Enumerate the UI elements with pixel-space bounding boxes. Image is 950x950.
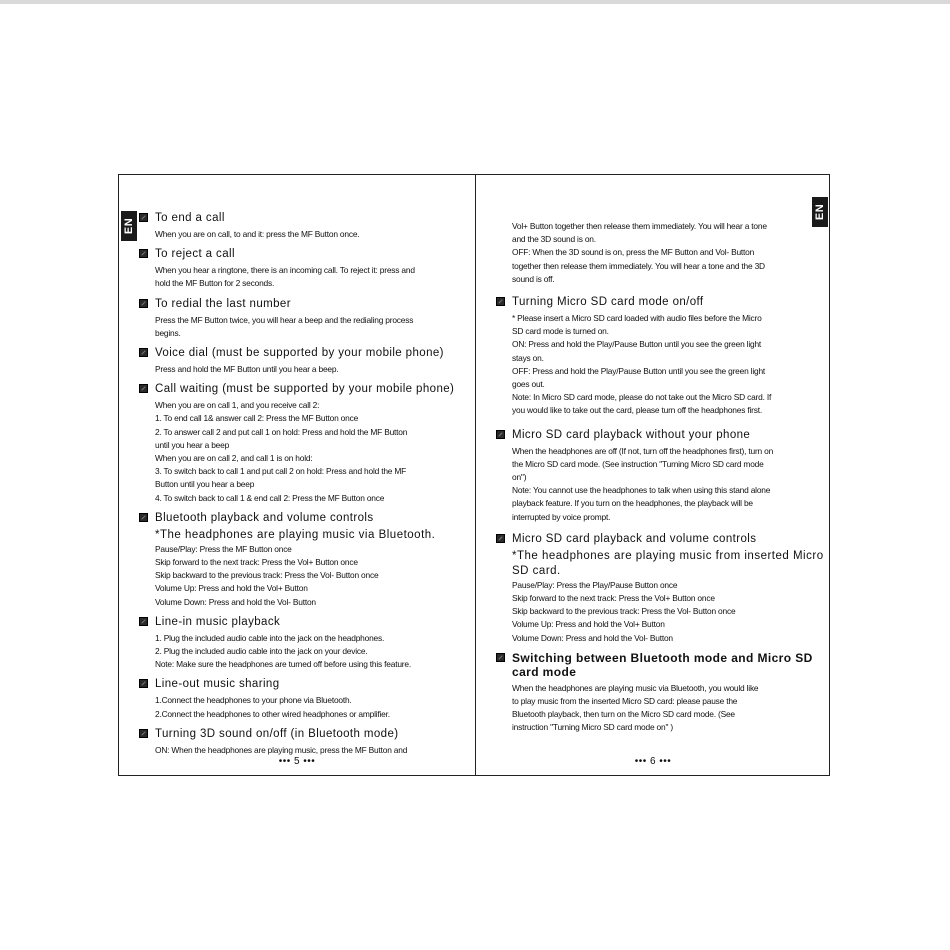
text-line: Skip backward to the previous track: Press the Vol- Button once — [512, 606, 736, 617]
section-title: Line-in music playback — [155, 615, 281, 628]
text-line: ON: When the headphones are playing music, press the MF Button and — [155, 744, 408, 755]
section-title: Call waiting (must be supported by your mobile phone) — [155, 383, 455, 396]
section-body — [155, 314, 469, 340]
section-heading — [139, 382, 469, 396]
text-line: interrupted by voice prompt. — [512, 511, 611, 522]
section-body — [155, 264, 469, 290]
square-bullet-icon — [139, 384, 148, 393]
text-line: Skip forward to the next track: Press the Vol+ Button once — [512, 593, 715, 604]
square-bullet-icon — [139, 679, 148, 688]
text-line: Vol+ Button together then release them immediately. You will hear a tone — [512, 221, 767, 231]
text-line: hold the MF Button for 2 seconds. — [155, 278, 275, 289]
text-line: When you are on call 2, and call 1 is on hold: — [155, 453, 313, 464]
section-heading — [496, 428, 824, 442]
section-heading — [139, 727, 469, 741]
text-line: 2.Connect the headphones to other wired headphones or amplifier. — [155, 708, 390, 719]
left-sections — [139, 211, 469, 757]
text-line: you would like to take out the card, please turn off the headphones first. — [512, 405, 762, 416]
text-line: ON: Press and hold the Play/Pause Button until you see the green light — [512, 339, 762, 350]
section-heading — [139, 297, 469, 311]
text-line: and the 3D sound is on. — [512, 234, 596, 245]
section-title: Switching between Bluetooth mode and Micro SD card mode — [512, 650, 813, 679]
text-line: 1. Plug the included audio cable into the jack on the headphones. — [155, 632, 385, 643]
section — [139, 727, 469, 757]
section-heading — [496, 651, 824, 679]
section-heading — [139, 677, 469, 691]
square-bullet-icon — [139, 617, 148, 626]
section-body — [512, 579, 824, 645]
text-line: Note: You cannot use the headphones to talk when using this stand alone — [512, 485, 771, 496]
text-line: OFF: Press and hold the Play/Pause Button until you see the green light — [512, 365, 766, 376]
section-body — [155, 399, 469, 505]
text-line: Press the MF Button twice, you will hear a beep and the redialing process — [155, 314, 414, 325]
section — [139, 211, 469, 241]
square-bullet-icon — [139, 213, 148, 222]
right-page — [476, 175, 830, 775]
section-title: Micro SD card playback without your phone — [512, 428, 751, 441]
text-line: Note: Make sure the headphones are turned off before using this feature. — [155, 659, 411, 670]
text-line: OFF: When the 3D sound is on, press the MF Button and Vol- Button — [512, 247, 755, 258]
section-title: Bluetooth playback and volume controls — [155, 511, 374, 524]
text-line: begins. — [155, 327, 181, 338]
text-line: When you hear a ringtone, there is an incoming call. To reject it: press and — [155, 265, 415, 276]
section-subtitle: *The headphones are playing music via Bluetooth. — [155, 528, 436, 541]
text-line: SD card mode is turned on. — [512, 326, 609, 337]
section-title: Turning Micro SD card mode on/off — [512, 296, 704, 309]
text-line: playback feature. If you turn on the headphones, the playback will be — [512, 498, 753, 509]
section — [496, 428, 824, 524]
text-line: to play music from the inserted Micro SD card: please pause the — [512, 696, 738, 707]
section — [139, 615, 469, 672]
text-line: Pause/Play: Press the Play/Pause Button once — [512, 579, 678, 590]
section-body — [155, 694, 469, 720]
section-body — [512, 445, 824, 524]
text-line: Button until you hear a beep — [155, 479, 255, 490]
text-line: Skip backward to the previous track: Press the Vol- Button once — [155, 570, 379, 581]
section-body — [512, 312, 824, 418]
right-sections — [496, 295, 824, 735]
square-bullet-icon — [496, 534, 505, 543]
text-line: 2. To answer call 2 and put call 1 on hold: Press and hold the MF Button — [155, 426, 408, 437]
text-line: * Please insert a Micro SD card loaded with audio files before the Micro — [512, 313, 762, 324]
section-title: To end a call — [155, 212, 225, 224]
continued-text — [512, 220, 824, 286]
section-body — [155, 363, 469, 376]
section-title: Micro SD card playback and volume controls — [512, 532, 757, 545]
section-body — [512, 682, 824, 735]
square-bullet-icon — [139, 513, 148, 522]
language-tab: EN — [121, 211, 137, 241]
section-heading — [496, 295, 824, 309]
section-heading — [496, 532, 824, 546]
section — [496, 532, 824, 645]
left-page — [119, 175, 475, 775]
text-line: 3. To switch back to call 1 and put call 2 on hold: Press and hold the MF — [155, 466, 407, 477]
top-edge-bar — [0, 0, 950, 4]
page-number: ••• 6 ••• — [634, 756, 672, 767]
text-line: until you hear a beep — [155, 439, 230, 450]
section — [139, 677, 469, 720]
text-line: 4. To switch back to call 1 & end call 2: Press the MF Button once — [155, 492, 385, 503]
language-tab: EN — [812, 197, 828, 227]
section-heading — [139, 346, 469, 360]
section-title: To redial the last number — [155, 297, 291, 310]
section-title: To reject a call — [155, 248, 235, 261]
text-line: 1. To end call 1& answer call 2: Press the MF Button once — [155, 413, 359, 424]
text-line: instruction "Turning Micro SD card mode on" ) — [512, 722, 673, 733]
section-body — [155, 543, 469, 609]
text-line: Pause/Play: Press the MF Button once — [155, 543, 292, 554]
text-line: Bluetooth playback, then turn on the Micro SD card mode. (See — [512, 709, 735, 720]
text-line: goes out. — [512, 379, 545, 390]
square-bullet-icon — [496, 653, 505, 662]
section-title: Line-out music sharing — [155, 678, 280, 691]
text-line: 2. Plug the included audio cable into the jack on your device. — [155, 646, 368, 657]
section-body — [155, 632, 469, 672]
page-number: ••• 5 ••• — [278, 756, 316, 767]
square-bullet-icon — [139, 299, 148, 308]
manual-spread — [118, 174, 830, 776]
section — [496, 295, 824, 418]
text-line: the Micro SD card mode. (See instruction "Turning Micro SD card mode — [512, 458, 764, 469]
text-line: Note: In Micro SD card mode, please do not take out the Micro SD card. If — [512, 392, 772, 403]
square-bullet-icon — [496, 430, 505, 439]
text-line: stays on. — [512, 352, 544, 363]
square-bullet-icon — [496, 297, 505, 306]
text-line: Volume Down: Press and hold the Vol- Button — [155, 596, 316, 607]
section — [139, 511, 469, 609]
section-body — [155, 228, 469, 241]
text-line: together then release them immediately. You will hear a tone and the 3D — [512, 260, 765, 271]
text-line: sound is off. — [512, 273, 555, 284]
text-line: Press and hold the MF Button until you hear a beep. — [155, 364, 339, 375]
section-heading — [139, 247, 469, 261]
text-line: Skip forward to the next track: Press the Vol+ Button once — [155, 557, 358, 568]
section — [139, 297, 469, 340]
square-bullet-icon — [139, 729, 148, 738]
text-line: When the headphones are playing music via Bluetooth, you would like — [512, 682, 759, 693]
section — [139, 346, 469, 376]
section-heading — [139, 211, 469, 225]
section-heading — [139, 511, 469, 525]
section-title: Voice dial (must be supported by your mobile phone) — [155, 347, 444, 360]
text-line: 1.Connect the headphones to your phone via Bluetooth. — [155, 695, 352, 706]
section-title: Turning 3D sound on/off (in Bluetooth mode) — [155, 727, 399, 740]
text-line: Volume Down: Press and hold the Vol- Button — [512, 632, 673, 643]
section-heading — [139, 615, 469, 629]
section-subtitle: *The headphones are playing music from inserted Micro SD card. — [512, 549, 824, 577]
text-line: Volume Up: Press and hold the Vol+ Button — [512, 619, 665, 630]
section — [139, 382, 469, 505]
section — [139, 247, 469, 290]
square-bullet-icon — [139, 348, 148, 357]
text-line: When you are on call, to and it: press the MF Button once. — [155, 229, 360, 239]
text-line: Volume Up: Press and hold the Vol+ Button — [155, 583, 308, 594]
text-line: When the headphones are off (If not, turn off the headphones first), turn on — [512, 445, 774, 456]
text-line: on") — [512, 472, 527, 483]
text-line: When you are on call 1, and you receive call 2: — [155, 400, 320, 411]
square-bullet-icon — [139, 249, 148, 258]
section — [496, 651, 824, 735]
